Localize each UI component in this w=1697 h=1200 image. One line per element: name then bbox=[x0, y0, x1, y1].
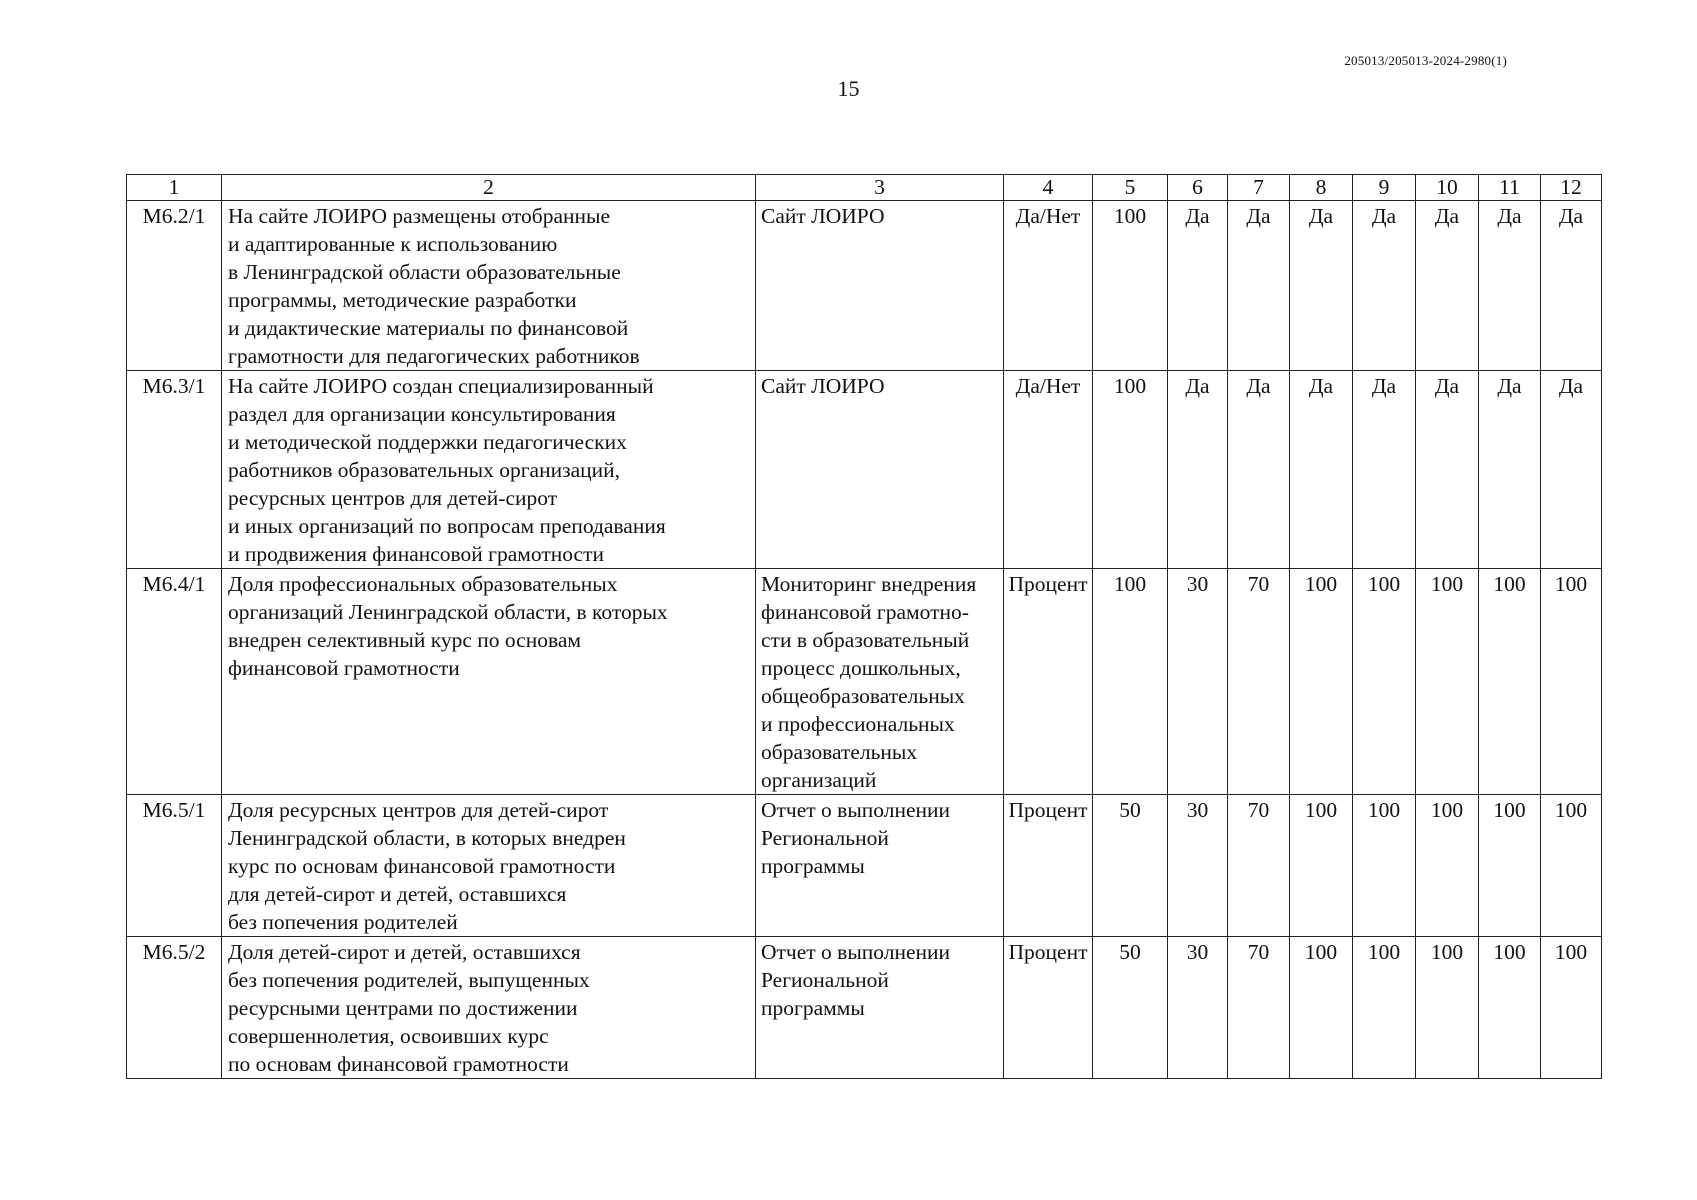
column-header-12: 12 bbox=[1541, 175, 1602, 201]
indicator-code: М6.5/2 bbox=[127, 937, 222, 1079]
indicator-name-line: Доля детей-сирот и детей, оставшихся bbox=[228, 940, 581, 964]
indicator-name-line: и дидактические материалы по финансовой bbox=[228, 316, 629, 340]
data-source bbox=[756, 371, 1004, 569]
table-row bbox=[127, 371, 1602, 569]
indicator-name bbox=[222, 795, 756, 937]
value-cell-col-11: Да bbox=[1479, 371, 1541, 569]
value-cell-col-9: Да bbox=[1353, 371, 1416, 569]
unit-of-measure: Процент bbox=[1004, 569, 1093, 795]
column-header-11: 11 bbox=[1479, 175, 1541, 201]
indicator-name-line: и продвижения финансовой грамотности bbox=[228, 542, 604, 566]
table-row bbox=[127, 201, 1602, 371]
value-cell-col-9: 100 bbox=[1353, 569, 1416, 795]
unit-of-measure: Да/Нет bbox=[1004, 201, 1093, 371]
value-cell-col-7: 70 bbox=[1228, 937, 1290, 1079]
value-cell-col-11: 100 bbox=[1479, 795, 1541, 937]
data-source-line: финансовой грамотно- bbox=[761, 600, 969, 624]
value-cell-col-11: 100 bbox=[1479, 569, 1541, 795]
value-cell-col-5: 50 bbox=[1093, 795, 1168, 937]
indicator-name-line: ресурсных центров для детей-сирот bbox=[228, 486, 558, 510]
indicator-name-line: ресурсными центрами по достижении bbox=[228, 996, 578, 1020]
value-cell-col-5: 100 bbox=[1093, 371, 1168, 569]
indicator-name-line: финансовой грамотности bbox=[228, 656, 460, 680]
value-cell-col-6: Да bbox=[1168, 201, 1228, 371]
value-cell-col-6: 30 bbox=[1168, 569, 1228, 795]
value-cell-col-7: 70 bbox=[1228, 569, 1290, 795]
indicator-name bbox=[222, 569, 756, 795]
value-cell-col-10: 100 bbox=[1416, 795, 1479, 937]
data-source bbox=[756, 201, 1004, 371]
unit-of-measure: Процент bbox=[1004, 937, 1093, 1079]
indicator-name-line: Ленинградской области, в которых внедрен bbox=[228, 826, 626, 850]
indicator-name-line: грамотности для педагогических работников bbox=[228, 344, 640, 368]
data-source-line: программы bbox=[761, 854, 865, 878]
indicator-name-line: Доля профессиональных образовательных bbox=[228, 572, 618, 596]
value-cell-col-11: 100 bbox=[1479, 937, 1541, 1079]
indicator-name-line: без попечения родителей bbox=[228, 910, 458, 934]
unit-of-measure: Процент bbox=[1004, 795, 1093, 937]
value-cell-col-11: Да bbox=[1479, 201, 1541, 371]
indicator-code: М6.3/1 bbox=[127, 371, 222, 569]
value-cell-col-10: Да bbox=[1416, 201, 1479, 371]
value-cell-col-9: 100 bbox=[1353, 795, 1416, 937]
column-header-4: 4 bbox=[1004, 175, 1093, 201]
column-header-2: 2 bbox=[222, 175, 756, 201]
indicator-name-line: и иных организаций по вопросам преподавания bbox=[228, 514, 666, 538]
table-body bbox=[127, 175, 1602, 1079]
value-cell-col-6: 30 bbox=[1168, 795, 1228, 937]
document-code: 205013/205013-2024-2980(1) bbox=[1344, 53, 1507, 68]
value-cell-col-5: 100 bbox=[1093, 569, 1168, 795]
data-source-line: Отчет о выполнении bbox=[761, 940, 951, 964]
value-cell-col-8: Да bbox=[1290, 201, 1353, 371]
indicator-name-line: организаций Ленинградской области, в которых bbox=[228, 600, 668, 624]
indicator-name-line: внедрен селективный курс по основам bbox=[228, 628, 581, 652]
page-number: 15 bbox=[837, 76, 860, 101]
indicator-name-line: работников образовательных организаций, bbox=[228, 458, 621, 482]
value-cell-col-10: 100 bbox=[1416, 937, 1479, 1079]
value-cell-col-8: 100 bbox=[1290, 937, 1353, 1079]
indicator-name-line: курс по основам финансовой грамотности bbox=[228, 854, 616, 878]
value-cell-col-10: Да bbox=[1416, 371, 1479, 569]
indicator-code: М6.5/1 bbox=[127, 795, 222, 937]
value-cell-col-12: 100 bbox=[1541, 937, 1602, 1079]
data-source-line: программы bbox=[761, 996, 865, 1020]
column-header-9: 9 bbox=[1353, 175, 1416, 201]
value-cell-col-8: 100 bbox=[1290, 569, 1353, 795]
value-cell-col-6: Да bbox=[1168, 371, 1228, 569]
value-cell-col-7: Да bbox=[1228, 201, 1290, 371]
indicator-name-line: совершеннолетия, освоивших курс bbox=[228, 1024, 549, 1048]
indicator-name-line: раздел для организации консультирования bbox=[228, 402, 616, 426]
value-cell-col-8: Да bbox=[1290, 371, 1353, 569]
data-source-line: и профессиональных bbox=[761, 712, 955, 736]
indicator-name bbox=[222, 371, 756, 569]
indicator-name-line: Доля ресурсных центров для детей-сирот bbox=[228, 798, 609, 822]
data-source-line: организаций bbox=[761, 768, 877, 792]
indicator-name-line: для детей-сирот и детей, оставшихся bbox=[228, 882, 567, 906]
value-cell-col-7: Да bbox=[1228, 371, 1290, 569]
value-cell-col-6: 30 bbox=[1168, 937, 1228, 1079]
indicator-name-line: На сайте ЛОИРО размещены отобранные bbox=[228, 204, 610, 228]
indicator-name-line: без попечения родителей, выпущенных bbox=[228, 968, 590, 992]
indicator-code: М6.4/1 bbox=[127, 569, 222, 795]
table-row bbox=[127, 937, 1602, 1079]
data-source-line: сти в образовательный bbox=[761, 628, 970, 652]
unit-of-measure: Да/Нет bbox=[1004, 371, 1093, 569]
column-header-1: 1 bbox=[127, 175, 222, 201]
data-source-line: общеобразовательных bbox=[761, 684, 965, 708]
indicator-name bbox=[222, 937, 756, 1079]
data-source-line: Региональной bbox=[761, 826, 889, 850]
indicator-name-line: программы, методические разработки bbox=[228, 288, 577, 312]
column-header-7: 7 bbox=[1228, 175, 1290, 201]
value-cell-col-12: Да bbox=[1541, 201, 1602, 371]
value-cell-col-9: Да bbox=[1353, 201, 1416, 371]
indicator-name bbox=[222, 201, 756, 371]
table-header-row bbox=[127, 175, 1602, 201]
column-header-10: 10 bbox=[1416, 175, 1479, 201]
indicator-name-line: по основам финансовой грамотности bbox=[228, 1052, 569, 1076]
data-source-line: Сайт ЛОИРО bbox=[761, 204, 885, 228]
value-cell-col-10: 100 bbox=[1416, 569, 1479, 795]
value-cell-col-12: Да bbox=[1541, 371, 1602, 569]
indicator-name-line: На сайте ЛОИРО создан специализированный bbox=[228, 374, 654, 398]
data-source bbox=[756, 569, 1004, 795]
value-cell-col-5: 50 bbox=[1093, 937, 1168, 1079]
value-cell-col-12: 100 bbox=[1541, 795, 1602, 937]
column-header-5: 5 bbox=[1093, 175, 1168, 201]
data-source-line: процесс дошкольных, bbox=[761, 656, 961, 680]
indicator-name-line: в Ленинградской области образовательные bbox=[228, 260, 621, 284]
value-cell-col-12: 100 bbox=[1541, 569, 1602, 795]
indicator-name-line: и адаптированные к использованию bbox=[228, 232, 558, 256]
value-cell-col-7: 70 bbox=[1228, 795, 1290, 937]
value-cell-col-9: 100 bbox=[1353, 937, 1416, 1079]
value-cell-col-8: 100 bbox=[1290, 795, 1353, 937]
column-header-6: 6 bbox=[1168, 175, 1228, 201]
data-source-line: образовательных bbox=[761, 740, 918, 764]
data-source bbox=[756, 795, 1004, 937]
indicator-code: М6.2/1 bbox=[127, 201, 222, 371]
column-header-8: 8 bbox=[1290, 175, 1353, 201]
data-source-line: Отчет о выполнении bbox=[761, 798, 951, 822]
indicators-table bbox=[126, 174, 1602, 1079]
data-source-line: Региональной bbox=[761, 968, 889, 992]
data-source bbox=[756, 937, 1004, 1079]
data-source-line: Мониторинг внедрения bbox=[761, 572, 977, 596]
table-row bbox=[127, 569, 1602, 795]
data-source-line: Сайт ЛОИРО bbox=[761, 374, 885, 398]
indicator-name-line: и методической поддержки педагогических bbox=[228, 430, 627, 454]
value-cell-col-5: 100 bbox=[1093, 201, 1168, 371]
table-row bbox=[127, 795, 1602, 937]
column-header-3: 3 bbox=[756, 175, 1004, 201]
